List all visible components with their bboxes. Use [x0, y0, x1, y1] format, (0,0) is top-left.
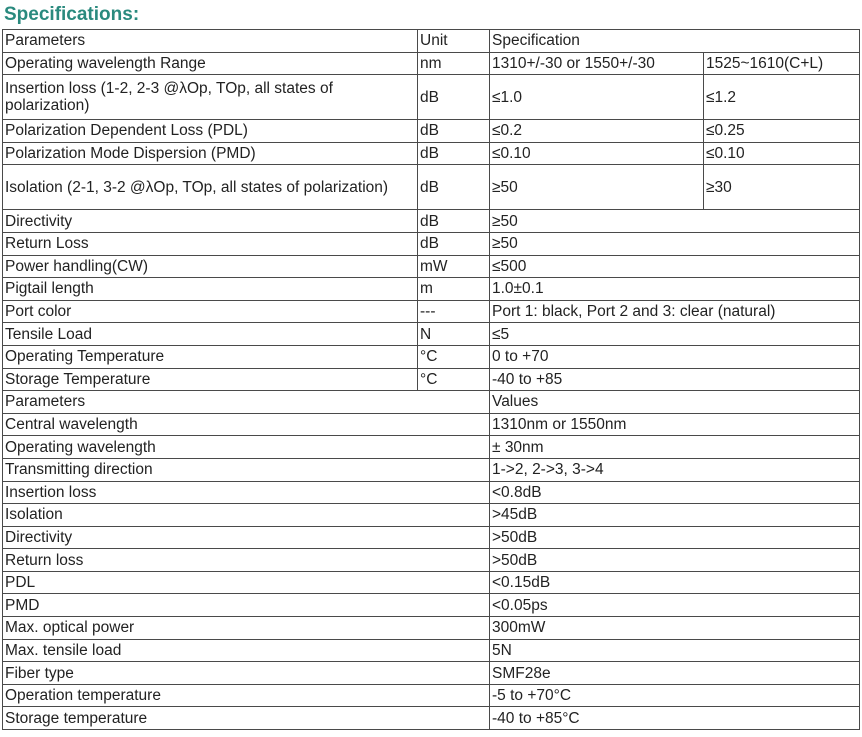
- table1-row: [3, 120, 860, 143]
- table2-row: [3, 594, 860, 617]
- spec-value-cell: 1310+/-30 or 1550+/-30: [490, 52, 704, 75]
- table2-row: [3, 639, 860, 662]
- parameter-cell: Pigtail length: [3, 278, 418, 301]
- parameter-cell: Storage Temperature: [3, 368, 418, 391]
- value-cell: >50dB: [490, 549, 860, 572]
- table2-row: [3, 413, 860, 436]
- parameter-cell: Insertion loss (1-2, 2-3 @λOp, TOp, all states of polarization): [3, 75, 418, 120]
- parameter-cell: Directivity: [3, 210, 418, 233]
- spec-value-cell: ≥50: [490, 210, 860, 233]
- value-cell: 300mW: [490, 617, 860, 640]
- parameter-cell: Isolation (2-1, 3-2 @λOp, TOp, all states of polarization): [3, 165, 418, 210]
- table2-header-row: [3, 391, 860, 414]
- value-cell: <0.8dB: [490, 481, 860, 504]
- table2-row: [3, 707, 860, 730]
- unit-cell: dB: [418, 232, 490, 255]
- table1-row: [3, 142, 860, 165]
- specifications-table-body: [3, 30, 860, 730]
- parameter-cell: Fiber type: [3, 662, 490, 685]
- spec-value-cell: 0 to +70: [490, 345, 860, 368]
- unit-cell: N: [418, 323, 490, 346]
- spec-value-cell: ≤0.10: [490, 142, 704, 165]
- value-cell: 5N: [490, 639, 860, 662]
- parameter-cell: Tensile Load: [3, 323, 418, 346]
- parameter-cell: Operating wavelength: [3, 436, 490, 459]
- table2-row: [3, 617, 860, 640]
- unit-cell: °C: [418, 368, 490, 391]
- parameter-cell: Storage temperature: [3, 707, 490, 730]
- table1-row: [3, 165, 860, 210]
- table1-header-row: [3, 30, 860, 53]
- unit-cell: dB: [418, 120, 490, 143]
- unit-cell: dB: [418, 210, 490, 233]
- table1-row: [3, 278, 860, 301]
- unit-cell: mW: [418, 255, 490, 278]
- table1-row: [3, 255, 860, 278]
- table2-row: [3, 571, 860, 594]
- table1-row: [3, 300, 860, 323]
- value-cell: -5 to +70°C: [490, 684, 860, 707]
- value-cell: >45dB: [490, 504, 860, 527]
- table1-row: [3, 52, 860, 75]
- specifications-heading: Specifications:: [4, 4, 140, 25]
- specifications-table: [2, 29, 860, 730]
- table2-row: [3, 504, 860, 527]
- spec-value-cell: ≤0.2: [490, 120, 704, 143]
- spec-value-cell: 1.0±0.1: [490, 278, 860, 301]
- spec-value-cell: ≤1.2: [704, 75, 860, 120]
- unit-cell: dB: [418, 165, 490, 210]
- table1-header-unit: Unit: [418, 30, 490, 53]
- spec-value-cell: ≥30: [704, 165, 860, 210]
- spec-value-cell: ≤5: [490, 323, 860, 346]
- table2-row: [3, 481, 860, 504]
- table1-header-param: Parameters: [3, 30, 418, 53]
- parameter-cell: Port color: [3, 300, 418, 323]
- unit-cell: dB: [418, 142, 490, 165]
- parameter-cell: Polarization Dependent Loss (PDL): [3, 120, 418, 143]
- value-cell: SMF28e: [490, 662, 860, 685]
- parameter-cell: Operation temperature: [3, 684, 490, 707]
- table2-row: [3, 436, 860, 459]
- value-cell: <0.15dB: [490, 571, 860, 594]
- table1-row: [3, 210, 860, 233]
- value-cell: <0.05ps: [490, 594, 860, 617]
- parameter-cell: Power handling(CW): [3, 255, 418, 278]
- unit-cell: ---: [418, 300, 490, 323]
- parameter-cell: Directivity: [3, 526, 490, 549]
- parameter-cell: Return loss: [3, 549, 490, 572]
- value-cell: 1->2, 2->3, 3->4: [490, 458, 860, 481]
- parameter-cell: Polarization Mode Dispersion (PMD): [3, 142, 418, 165]
- parameter-cell: Transmitting direction: [3, 458, 490, 481]
- spec-value-cell: ≤1.0: [490, 75, 704, 120]
- parameter-cell: Return Loss: [3, 232, 418, 255]
- parameter-cell: Insertion loss: [3, 481, 490, 504]
- value-cell: ± 30nm: [490, 436, 860, 459]
- spec-value-cell: ≥50: [490, 165, 704, 210]
- table2-header-value: Values: [490, 391, 860, 414]
- spec-value-cell: ≤0.10: [704, 142, 860, 165]
- spec-value-cell: ≤500: [490, 255, 860, 278]
- unit-cell: m: [418, 278, 490, 301]
- parameter-cell: PMD: [3, 594, 490, 617]
- table1-row: [3, 75, 860, 120]
- unit-cell: dB: [418, 75, 490, 120]
- parameter-cell: Isolation: [3, 504, 490, 527]
- value-cell: -40 to +85°C: [490, 707, 860, 730]
- value-cell: >50dB: [490, 526, 860, 549]
- parameter-cell: Operating wavelength Range: [3, 52, 418, 75]
- parameter-cell: PDL: [3, 571, 490, 594]
- parameter-cell: Central wavelength: [3, 413, 490, 436]
- value-cell: 1310nm or 1550nm: [490, 413, 860, 436]
- parameter-cell: Max. optical power: [3, 617, 490, 640]
- spec-value-cell: -40 to +85: [490, 368, 860, 391]
- spec-value-cell: ≤0.25: [704, 120, 860, 143]
- table1-row: [3, 323, 860, 346]
- table2-row: [3, 526, 860, 549]
- parameter-cell: Operating Temperature: [3, 345, 418, 368]
- table1-row: [3, 368, 860, 391]
- spec-value-cell: ≥50: [490, 232, 860, 255]
- table2-row: [3, 458, 860, 481]
- table1-row: [3, 232, 860, 255]
- unit-cell: nm: [418, 52, 490, 75]
- table2-row: [3, 549, 860, 572]
- spec-value-cell: Port 1: black, Port 2 and 3: clear (natural): [490, 300, 860, 323]
- table1-header-spec: Specification: [490, 30, 860, 53]
- unit-cell: °C: [418, 345, 490, 368]
- table2-header-param: Parameters: [3, 391, 490, 414]
- parameter-cell: Max. tensile load: [3, 639, 490, 662]
- table2-row: [3, 684, 860, 707]
- table2-row: [3, 662, 860, 685]
- table1-row: [3, 345, 860, 368]
- spec-value-cell: 1525~1610(C+L): [704, 52, 860, 75]
